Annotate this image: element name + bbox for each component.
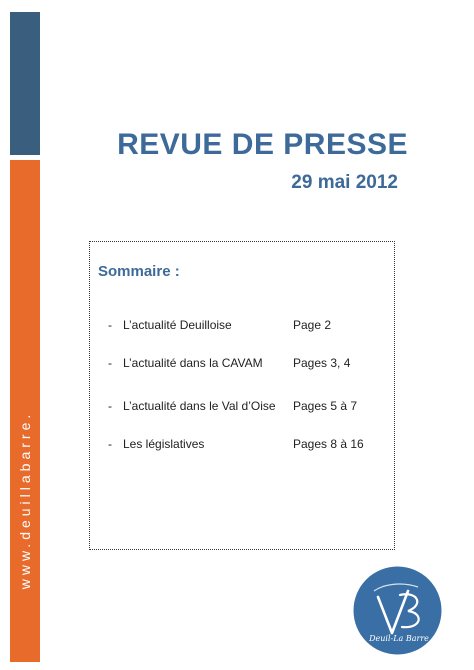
toc-item-label: L’actualité Deuilloise: [123, 318, 232, 332]
summary-heading: Sommaire :: [98, 263, 180, 280]
city-emblem-icon: [352, 565, 443, 656]
toc-item: [90, 318, 394, 336]
logo-text: Deuil-La Barre: [369, 634, 429, 643]
sidebar-url-text: www.deuillabarre.: [17, 410, 33, 590]
page-date: 29 mai 2012: [291, 172, 398, 193]
page-title: REVUE DE PRESSE: [117, 128, 408, 161]
toc-item-label: L’actualité dans le Val d’Oise: [123, 399, 276, 413]
toc-item: [90, 399, 394, 417]
toc-item-page: Page 2: [293, 318, 332, 332]
toc-item-bullet: -: [108, 437, 112, 451]
sidebar-top-band: [10, 12, 40, 155]
toc-item: [90, 356, 394, 374]
toc-item-label: Les législatives: [123, 437, 205, 451]
toc-item: [90, 437, 394, 455]
toc-item-page: Pages 5 à 7: [293, 399, 358, 413]
toc-item-page: Pages 8 à 16: [293, 437, 364, 451]
toc-item-bullet: -: [108, 356, 112, 370]
summary-box: [89, 241, 395, 550]
toc-item-bullet: -: [108, 318, 112, 332]
toc-item-label: L’actualité dans la CAVAM: [123, 356, 263, 370]
toc-item-bullet: -: [108, 399, 112, 413]
toc-item-page: Pages 3, 4: [293, 356, 351, 370]
